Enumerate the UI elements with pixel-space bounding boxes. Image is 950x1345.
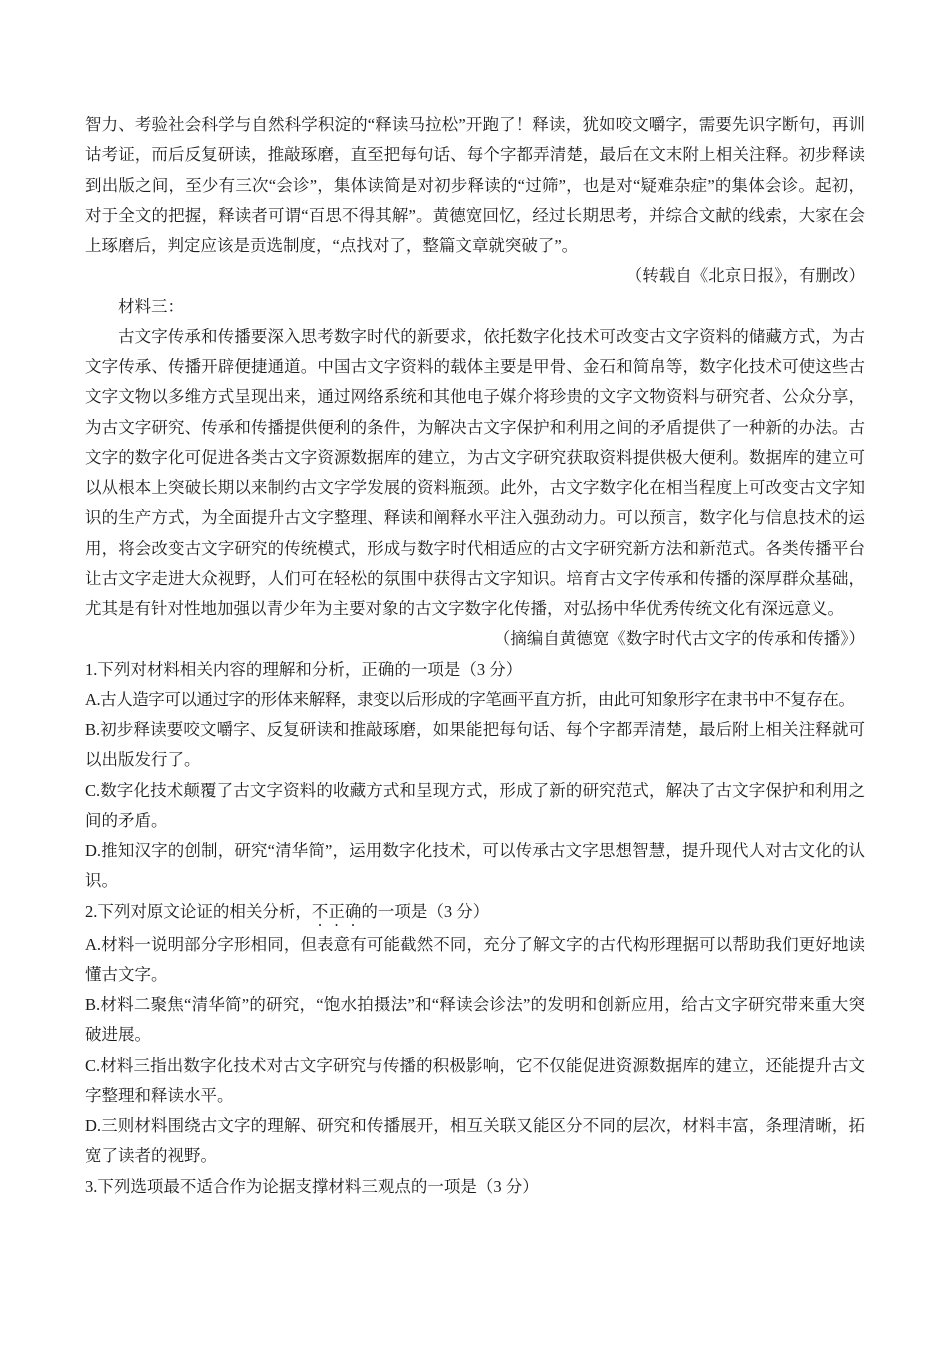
- question-2-option-b: B.材料二聚焦“清华简”的研究，“饱水拍摄法”和“释读会诊法”的发明和创新应用，给古文字研究带来重大突破进展。: [85, 995, 865, 1045]
- attribution-beijing-daily: （转载自《北京日报》，有删改）: [625, 266, 865, 286]
- question-3-stem: 3.下列选项最不适合作为论据支撑材料三观点的一项是（3 分）: [85, 1176, 539, 1196]
- question-2-option-c: C.材料三指出数字化技术对古文字研究与传播的积极影响，它不仅能促进资源数据库的建立，还能提升古文字整理和释读水平。: [85, 1055, 865, 1105]
- question-1: [85, 655, 865, 897]
- attribution-huang-dekuan: （摘编自黄德宽《数字时代古文字的传承和传播》）: [493, 629, 865, 649]
- question-2-stem-pre: 2.下列对原文论证的相关分析，: [85, 901, 312, 921]
- material3-paragraph: 古文字传承和传播要深入思考数字时代的新要求，依托数字化技术可改变古文字资料的储藏方式，为古文字传承、传播开辟便捷通道。中国古文字资料的载体主要是甲骨、金石和简帛等，数字化技术可使这些古文字文物以多维方式呈现出来，通过网络系统和其他电子媒介将珍贵的文字文物资料与研究者、公众分享，为古文字研究、传承和传播提供便利的条件，为解决古文字保护和利用之间的矛盾提供了一种新的办法。古文字的数字化可促进各类古文字资源数据库的建立，为古文字研究获取资料提供极大便利。数据库的建立可以从根本上突破长期以来制约古文字学发展的资料瓶颈。此外，古文字数字化在相当程度上可改变古文字知识的生产方式，为全面提升古文字整理、释读和阐释水平注入强劲动力。可以预言，数字化与信息技术的运用，将会改变古文字研究的传统模式，形成与数字时代相适应的古文字研究新方法和新范式。各类传播平台让古文字走进大众视野，人们可在轻松的氛围中获得古文字知识。培育古文字传承和传播的深厚群众基础，尤其是有针对性地加强以青少年为主要对象的古文字数字化传播，对弘扬中华优秀传统文化有深远意义。: [85, 326, 865, 618]
- question-2-stem: [85, 897, 865, 930]
- question-2-option-d: D.三则材料围绕古文字的理解、研究和传播展开，相互关联又能区分不同的层次，材料丰富，条理清晰，拓宽了读者的视野。: [85, 1116, 865, 1166]
- question-2-stem-emphasis: 不正确: [311, 901, 362, 921]
- question-1-option-d: D.推知汉字的创制，研究“清华简”，运用数字化技术，可以传承古文字思想智慧，提升现代人对古文化的认识。: [85, 841, 865, 891]
- material3-heading: 材料三：: [118, 296, 184, 316]
- question-1-option-b: B.初步释读要咬文嚼字、反复研读和推敲琢磨，如果能把每句话、每个字都弄清楚，最后附上相关注释就可以出版发行了。: [85, 720, 865, 770]
- question-1-option-a: A.古人造字可以通过字的形体来解释，隶变以后形成的字笔画平直方折，由此可知象形字在隶书中不复存在。: [85, 689, 855, 709]
- question-1-option-c: C.数字化技术颠覆了古文字资料的收藏方式和呈现方式，形成了新的研究范式，解决了古文字保护和利用之间的矛盾。: [85, 780, 865, 830]
- question-1-stem: 1.下列对材料相关内容的理解和分析，正确的一项是（3 分）: [85, 659, 523, 679]
- question-2: [85, 897, 865, 1172]
- question-3: [85, 1172, 865, 1202]
- question-2-option-a: A.材料一说明部分字形相同，但表意有可能截然不同，充分了解文字的古代构形理据可以帮助我们更好地读懂古文字。: [85, 934, 865, 984]
- material2-continuation-paragraph: 智力、考验社会科学与自然科学积淀的“释读马拉松”开跑了！释读，犹如咬文嚼字，需要先识字断句，再训诂考证，而后反复研读，推敲琢磨，直至把每句话、每个字都弄清楚，最后在文末附上相关注释。初步释读到出版之间，至少有三次“会诊”，集体读简是对初步释读的“过筛”，也是对“疑难杂症”的集体会诊。起初，对于全文的把握，释读者可谓“百思不得其解”。黄德宽回忆，经过长期思考，并综合文献的线索，大家在会上琢磨后，判定应该是贡选制度，“点找对了，整篇文章就突破了”。: [85, 115, 865, 255]
- question-2-stem-post: 的一项是（3 分）: [361, 901, 490, 921]
